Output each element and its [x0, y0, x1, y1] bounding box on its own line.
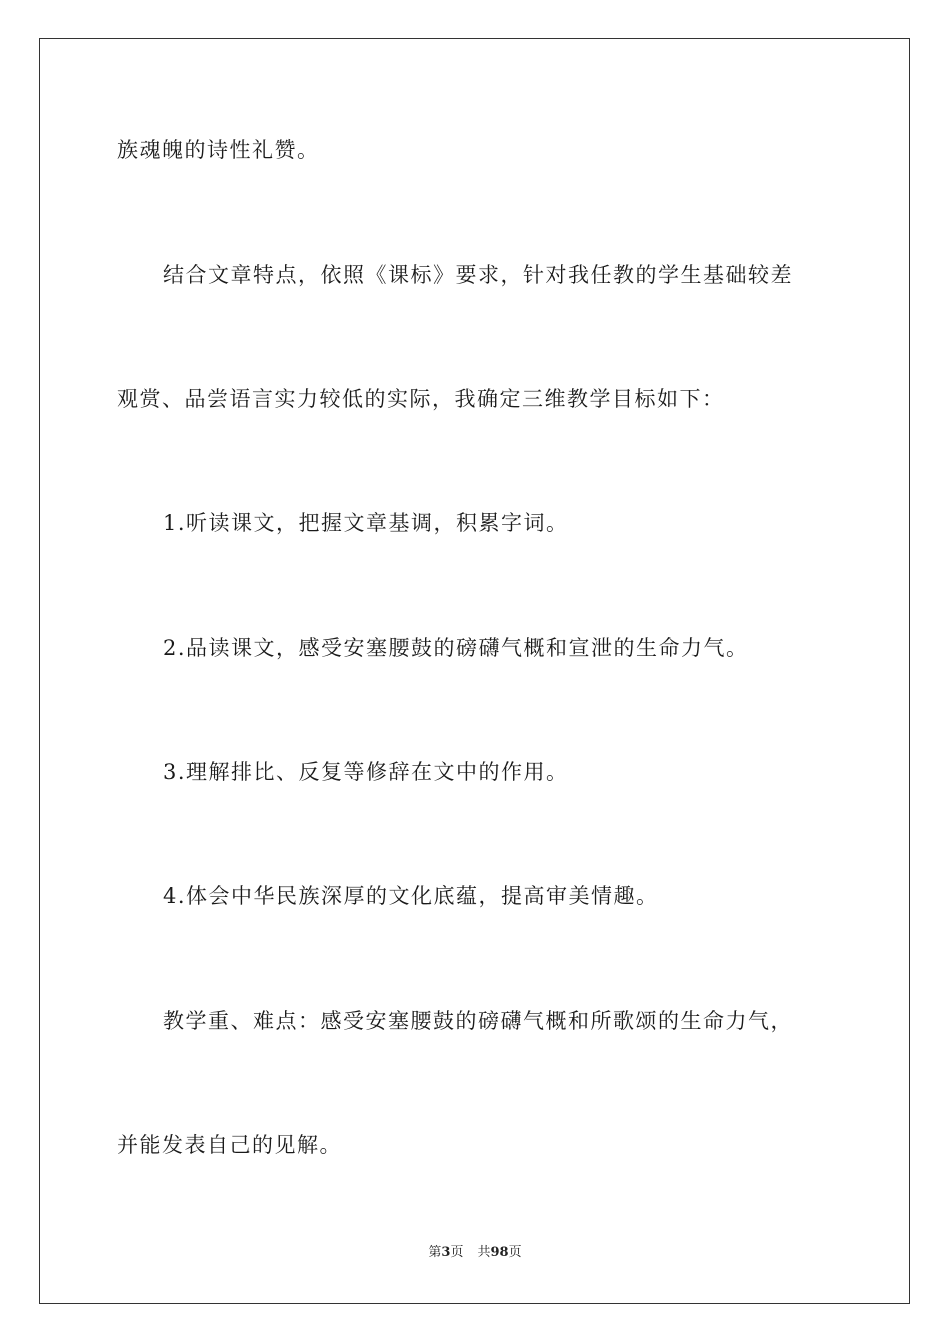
page-footer: [0, 1244, 950, 1262]
paragraph-line-3: 观赏、品尝语言实力较低的实际，我确定三维教学目标如下：: [117, 387, 725, 411]
key-points-line-2: 并能发表自己的见解。: [117, 1133, 342, 1157]
objective-1: 1.听读课文，把握文章基调，积累字词。: [163, 511, 569, 535]
total-prefix: 共: [477, 1245, 491, 1260]
paragraph-line-1: 族魂魄的诗性礼赞。: [117, 138, 320, 162]
total-pages: 98: [490, 1245, 509, 1260]
objective-3: 3.理解排比、反复等修辞在文中的作用。: [163, 760, 569, 784]
key-points-line-1: 教学重、难点：感受安塞腰鼓的磅礴气概和所歌颂的生命力气，: [163, 1009, 793, 1033]
paragraph-line-2: 结合文章特点，依照《课标》要求，针对我任教的学生基础较差: [163, 263, 793, 287]
page-number: 3: [441, 1245, 451, 1260]
objective-2: 2.品读课文，感受安塞腰鼓的磅礴气概和宣泄的生命力气。: [163, 636, 749, 660]
page-prefix: 第: [428, 1245, 442, 1260]
page-suffix: 页: [450, 1245, 464, 1260]
total-suffix: 页: [508, 1245, 522, 1260]
page-border: [39, 38, 910, 1304]
objective-4: 4.体会中华民族深厚的文化底蕴，提高审美情趣。: [163, 884, 659, 908]
